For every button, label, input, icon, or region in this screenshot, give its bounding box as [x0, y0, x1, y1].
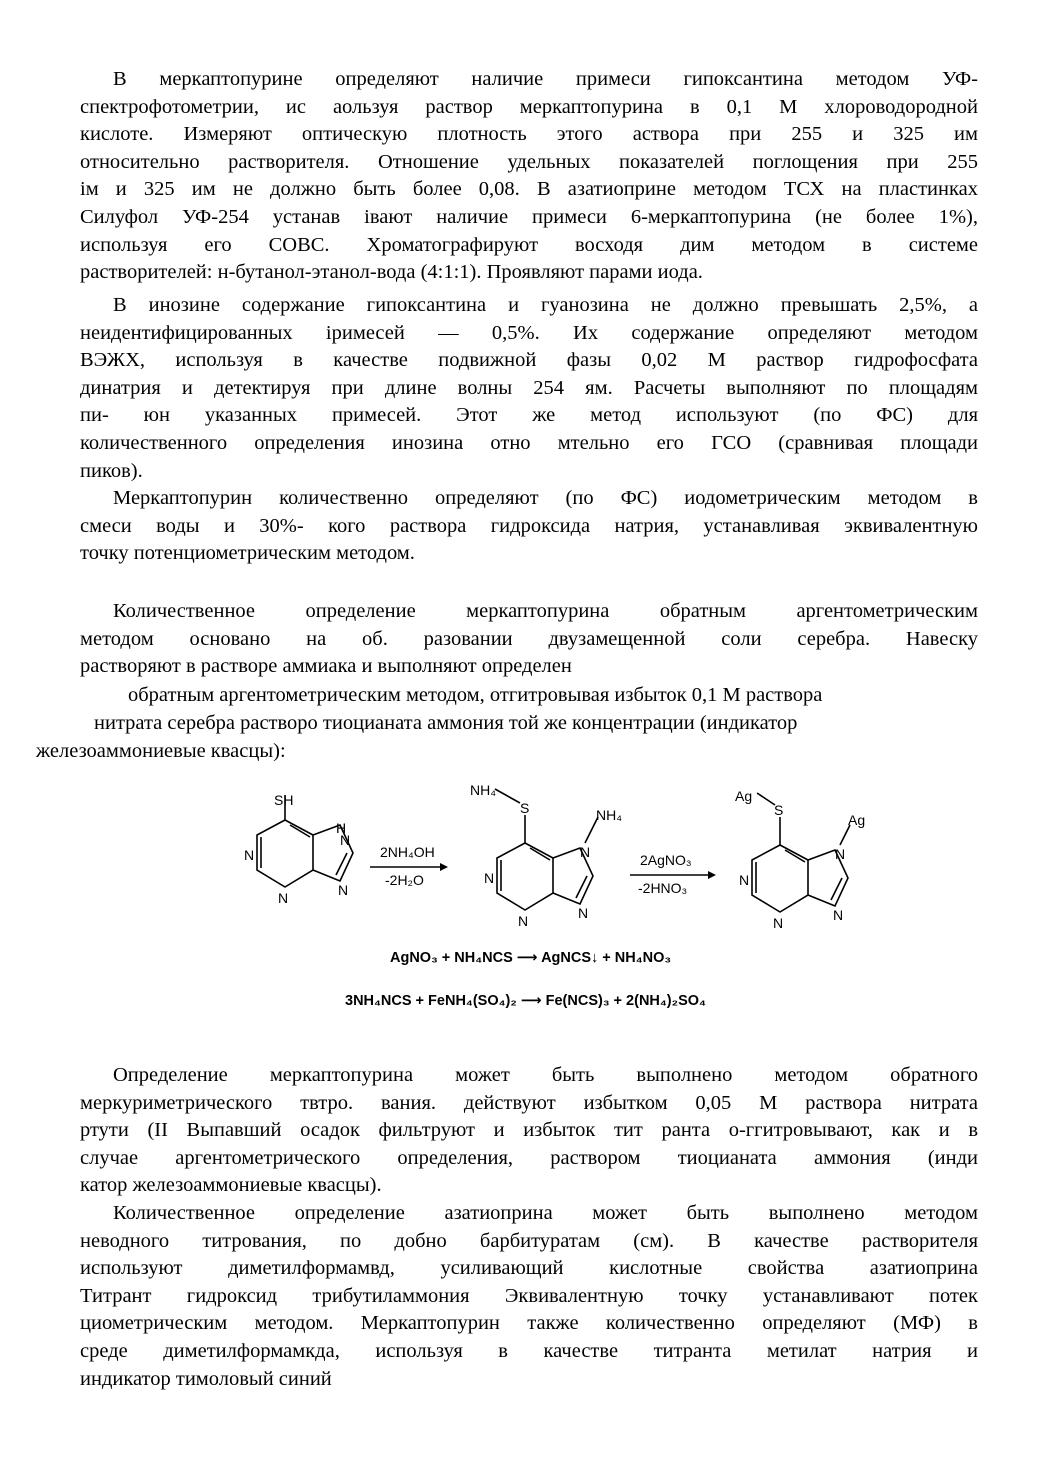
- paragraph-1: [80, 66, 978, 287]
- text-line: кислоте. Измеряют оптическую плотность этого аствора при 255 и 325 им: [80, 123, 978, 146]
- text-line: Меркаптопурин количественно определяют (по ФС) иодометрическим методом в: [113, 487, 978, 509]
- text-line: циометрическим методом. Меркаптопурин также количественно определяют (МФ) в: [80, 1312, 978, 1335]
- text-line: железоаммониевые квасцы):: [36, 740, 286, 762]
- mercaptopurine-structure: [257, 795, 353, 887]
- paragraph-4: [80, 598, 978, 681]
- paragraph-3: [80, 485, 978, 568]
- n-label: N: [580, 844, 591, 860]
- text-line: используя его СОВС. Хроматографируют восходя дим методом в системе: [80, 233, 978, 256]
- n-label: N: [338, 882, 349, 898]
- sh-label: SH: [274, 792, 294, 808]
- text-line: методом основано на об. разовании двузамещенной соли серебра. Навеску: [80, 627, 978, 650]
- arrow-1-top: 2NH₄OH: [380, 844, 435, 860]
- text-line: Количественное определение азатиоприна может быть выполнено методом: [113, 1202, 978, 1224]
- n-label: N: [578, 905, 589, 921]
- text-line: iм и 325 им не должно быть более 0,08. В азатиоприне методом ТСХ на пластинках: [80, 178, 978, 201]
- ag-label: Ag: [735, 788, 753, 804]
- n-label: N: [773, 915, 784, 931]
- text-line: растворителей: н-бутанол-этанол-вода (4:1:1). Проявляют парами иода.: [80, 261, 703, 284]
- nh4-label: NH₄: [470, 782, 496, 798]
- text-line: Определение меркаптопурина может быть выполнено методом обратного: [113, 1064, 978, 1086]
- paragraph-5: [80, 1062, 978, 1200]
- text-line: точку потенциометрическим методом.: [80, 542, 415, 565]
- text-line: обратным аргентометрическим методом, отгитровывая избыток 0,1 М раствора: [128, 684, 823, 706]
- text-line: используют диметилформамвд, усиливающий кислотные свойства азатиоприна: [80, 1257, 978, 1280]
- arrow-1-bottom: -2H₂O: [385, 872, 424, 888]
- n-label: N: [484, 870, 495, 886]
- equation-2: 3NH₄NCS + FeNH₄(SO₄)₂ ⟶ Fe(NCS)₃ + 2(NH₄)₂SO₄: [345, 993, 706, 1009]
- text-line: пи- юн указанных примесей. Этот же метод используют (по ФС) для: [80, 404, 978, 427]
- text-line: количественного определения инозина отно мтельно его ГСО (сравнивая площади: [80, 431, 978, 454]
- n-label: N: [518, 913, 529, 929]
- nh4-label: NH₄: [596, 807, 622, 823]
- text-line: меркуриметрического твтро. вания. действуют избытком 0,05 М раствора нитрата: [80, 1091, 978, 1114]
- text-line: неидентифицированных iримесей — 0,5%. Их содержание определяют методом: [80, 321, 978, 344]
- text-line: неводного титрования, по добно барбитуратам (см). В качестве растворителя: [80, 1229, 978, 1252]
- text-line: Силуфол УФ-254 устанав iвают наличие примеси 6-меркаптопурина (не более 1%),: [80, 205, 978, 228]
- paragraph-2: [80, 292, 978, 485]
- equation-1: AgNO₃ + NH₄NCS ⟶ AgNCS↓ + NH₄NO₃: [390, 950, 672, 966]
- text-line: пиков).: [80, 459, 143, 482]
- arrow-2-bottom: -2HNO₃: [638, 880, 688, 896]
- text-line: среде диметилформамкда, используя в качестве титранта метилат натрия и: [80, 1339, 978, 1362]
- text-line: смеси воды и 30%- кого раствора гидроксида натрия, устанавливая эквивалентную: [80, 514, 978, 537]
- text-line: ВЭЖХ, используя в качестве подвижной фазы 0,02 М раствор гидрофосфата: [80, 349, 978, 372]
- n-label: N: [340, 832, 351, 848]
- n-label: N: [244, 847, 255, 863]
- ag-label: Ag: [848, 812, 866, 828]
- s-label: S: [774, 802, 784, 818]
- arrow-2-top: 2AgNO₃: [640, 852, 692, 868]
- text-line: ртути (II Выпавший осадок фильтруют и избыток тит ранта о-ггитровывают, как и в: [80, 1119, 978, 1142]
- text-line: В меркаптопурине определяют наличие примеси гипоксантина методом УФ-: [113, 68, 978, 90]
- text-line: динатрия и детектируя при длине волны 254 ям. Расчеты выполняют по площадям: [80, 376, 978, 399]
- text-line: относительно растворителя. Отношение удельных показателей поглощения при 255: [80, 150, 978, 173]
- h-label: H: [336, 820, 347, 836]
- text-line: Количественное определение меркаптопурина обратным аргентометрическим: [113, 600, 978, 622]
- text-line: катор железоаммониевые квасцы).: [80, 1174, 382, 1197]
- n-label: N: [835, 846, 846, 862]
- text-line: индикатор тимоловый синий: [80, 1367, 332, 1390]
- text-line: В инозине содержание гипоксантина и гуанозина не должно превышать 2,5%, а: [113, 294, 978, 316]
- paragraph-6: [80, 1200, 978, 1393]
- n-label: N: [739, 872, 750, 888]
- s-label: S: [520, 800, 530, 816]
- text-line: нитрата серебра растворо тиоцианата аммония той же концентрации (индикатор: [94, 712, 798, 734]
- n-label: N: [833, 907, 844, 923]
- text-line: спектрофотометрии, ис аользуя раствор меркаптопурина в 0,1 М хлороводородной: [80, 95, 978, 118]
- text-line: Титрант гидроксид трибутиламмония Эквивалентную точку устанавливают потек: [80, 1284, 978, 1307]
- text-line: случае аргентометрического определения, раствором тиоцианата аммония (инди: [80, 1146, 978, 1169]
- text-line: растворяют в растворе аммиака и выполняют определен: [80, 655, 572, 678]
- n-label: N: [278, 890, 289, 906]
